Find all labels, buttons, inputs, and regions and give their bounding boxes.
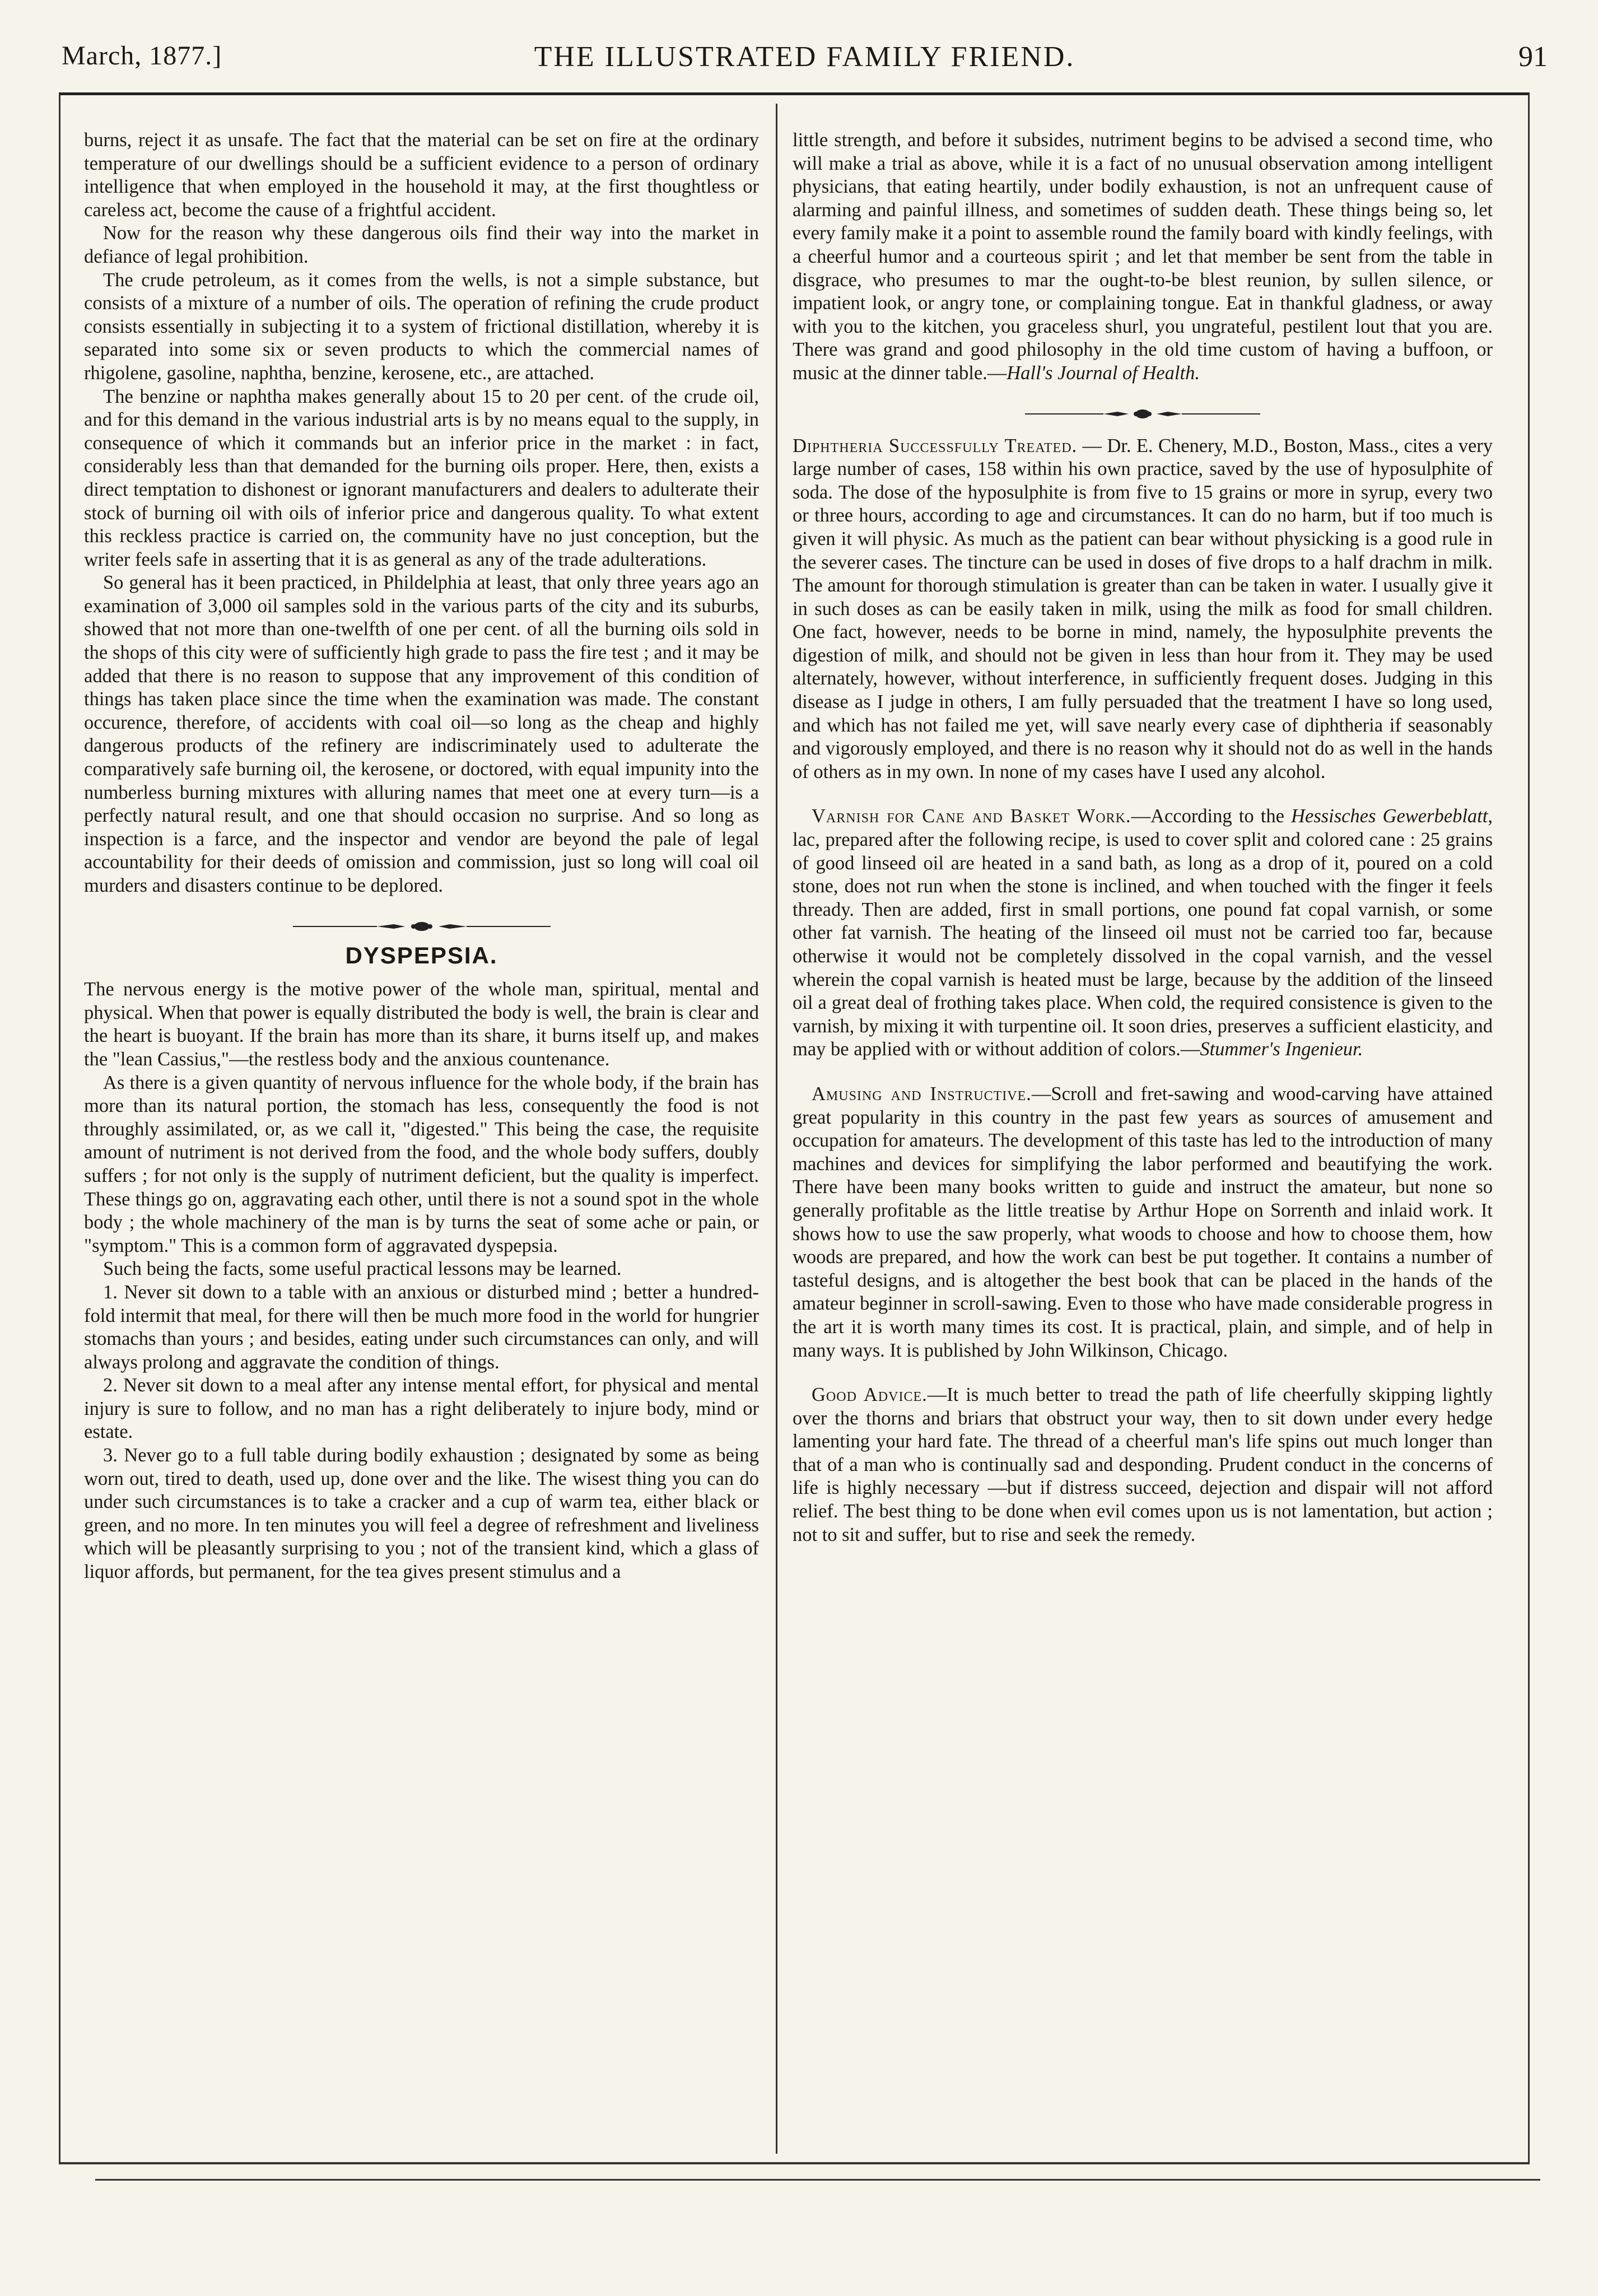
paragraph-text: , lac, prepared after the following recipe, is used to cover split and colored cane : 25 grains of good linseed oil are heated in a sand bath, as long as a drop of it, poured on a cold stone, does not run when the stone is inclined, and when touched with the finger it feels thready. Then are added, first in small portions, one pound fat copal varnish, or some other fat varnish. The heating of the linseed oil must not be carried too far, because otherwise it would not be completely dissolved in the copal varnish, and the vessel wherein the copal varnish is heated must be large, because by the addition of the linseed oil a great deal of frothing takes place. When cold, the required consistence is given to the varnish, by mixing it with turpentine oil. It soon dries, preserves a sufficient elasticity, and may be applied with or without addition of colors.— — [793, 805, 1493, 1060]
left-column — [84, 129, 759, 2157]
ornamental-divider — [84, 915, 759, 926]
runin-heading: Amusing and Instructive. — [812, 1083, 1032, 1105]
article-paragraph: Such being the facts, some useful practical lessons may be learned. — [103, 1258, 622, 1280]
issue-date: March, 1877.] — [62, 41, 222, 71]
right-column — [793, 129, 1493, 2089]
bottom-rule — [95, 2179, 1540, 2181]
article-paragraph: So general has it been practiced, in Phildelphia at least, that only three years ago an examination of 3,000 oil samples sold in the various parts of the city and its suburbs, showed that not more than one-twelfth of one per cent. of all the burning oils sold in the shops of this city were of sufficiently high grade to pass the fire test ; and it may be added that there is no reason to suppose that any improvement of this condition of things has taken place since the time when the examination was made. The constant occurence, therefore, of accidents with coal oil—so long as the cheap and highly dangerous products of the refinery are indiscriminately used to adulterate the comparatively safe burning oil, the kerosene, or doctored, with equal impunity into the numberless burning mixtures with alluring names that meet one at every turn—is a perfectly natural result, and one that should occasion no surprise. And so long as inspection is a farce, and the inspector and vendor are beyond the pale of legal accountability for their deeds of omission and commission, just so long will coal oil murders and disasters continue to be deplored. — [84, 572, 759, 896]
article-paragraph — [793, 129, 1493, 385]
source-name: Hessisches Gewerbeblatt — [1291, 805, 1488, 827]
article-paragraph: 2. Never sit down to a meal after any intense mental effort, for physical and mental injury is sure to follow, and no man has a right deliberately to injure body, mind or estate. — [84, 1375, 759, 1443]
article-paragraph: Now for the reason why these dangerous oils find their way into the market in defiance of legal prohibition. — [84, 222, 759, 267]
publication-title: THE ILLUSTRATED FAMILY FRIEND. — [534, 41, 1075, 73]
runin-heading: Good Advice. — [812, 1384, 928, 1406]
article-paragraph — [793, 805, 1493, 1061]
column-divider — [776, 104, 777, 2154]
article-paragraph: The benzine or naphtha makes generally about 15 to 20 per cent. of the crude oil, and for this demand in the various industrial arts is by no means equal to the supply, in consequence of which it commands but an inferior price in the market : in fact, considerably less than that demanded for the burning oils proper. Here, then, exists a direct temptation to dishonest or ignorant manufacturers and dealers to adulterate their stock of burning oil with oils of inferior price and dangerous quality. To what extent this reckless practice is carried on, the community have no just conception, but the writer feels safe in asserting that it is as general as any of the trade adulterations. — [84, 385, 759, 570]
paragraph-text: little strength, and before it subsides, nutriment begins to be advised a second time, who will make a trial as above, while it is a fact of no unusual observation among intelligent physicians, that eating heartily, under bodily exhaustion, is not an unfrequent cause of alarming and painful illness, and sometimes of sudden death. These things being so, let every family make it a point to assemble round the family board with kindly feelings, with a cheerful humor and a courteous spirit ; and let that member be sent from the table in disgrace, who presumes to mar the ought-to-be blest reunion, by sullen silence, or impatient look, or angry tone, or complaining tongue. Eat in thankful gladness, or away with you to the kitchen, you graceless shurl, you ungrateful, pestilent lout that you are. There was grand and good philosophy in the old time custom of having a buffoon, or music at the dinner table.— — [793, 129, 1493, 384]
runin-heading: Diphtheria Successfully Treated. — [793, 435, 1078, 457]
ornamental-divider — [793, 402, 1493, 413]
source-citation: Stummer's Ingenieur. — [1200, 1038, 1363, 1060]
paragraph-text: —Scroll and fret-sawing and wood-carving have attained great popularity in this country in the past few years as sources of amusement and occupation for amateurs. The development of this taste has led to the introduction of many machines and devices for simplifying the labor performed and beautifying the work. There have been many books written to guide and instruct the amateur, but none so generally profitable as the little treatise by Arthur Hope on Sorrenth and inlaid work. It shows how to use the saw properly, what woods to choose and how to choose them, how woods are prepared, and how the work can best be put together. It contains a number of tasteful designs, and is altogether the best book that can be placed in the hands of the amateur beginner in scroll-sawing. Even to those who have made considerable progress in the art it is worth many times its cost. It is practical, plain, and simple, and of help in many ways. It is published by John Wilkinson, Chicago. — [793, 1083, 1493, 1361]
section-heading: DYSPEPSIA. — [345, 942, 498, 968]
article-paragraph — [793, 1384, 1493, 1547]
paragraph-text: —It is much better to tread the path of life cheerfully skipping lightly over the thorns and briars that obstruct your way, then to sit down under every hedge lamenting your hard fate. The thread of a cheerful man's life spins out much longer than that of a man who is continually sad and desponding. Prudent conduct in the concerns of life is highly necessary —but if distress succeed, dejection and dispair will not afford relief. The best thing to be done when evil comes upon us is not lamentation, but action ; not to sit and suffer, but to rise and seek the remedy. — [793, 1384, 1493, 1545]
article-paragraph: 1. Never sit down to a table with an anxious or disturbed mind ; better a hundred-fold intermit that meal, for there will then be much more food in the world for hungrier stomachs than yours ; and besides, eating under such circumstances can only, and will always prolong and aggravate the condition of things. — [84, 1281, 759, 1373]
article-paragraph — [793, 435, 1493, 784]
article-paragraph — [793, 1083, 1493, 1362]
source-citation: Hall's Journal of Health. — [1007, 362, 1200, 384]
article-paragraph: 3. Never go to a full table during bodily exhaustion ; designated by some as being worn out, tired to death, used up, done over and the like. The wisest thing you can do under such circumstances is to take a cracker and a cup of warm tea, either black or green, and no more. In ten minutes you will feel a degree of refreshment and liveliness which will be pleasantly surprising to you ; not of the transient kind, which a glass of liquor affords, but permanent, for the tea gives present stimulus and a — [84, 1445, 759, 1583]
article-paragraph: The crude petroleum, as it comes from the wells, is not a simple substance, but consists of a mixture of a number of oils. The operation of refining the crude product consists essentially in subjecting it to a system of frictional distillation, whereby it is separated into some six or seven products to which the commercial names of rhigolene, gasoline, naphtha, benzine, kerosene, etc., are attached. — [84, 269, 759, 384]
article-paragraph: The nervous energy is the motive power of the whole man, spiritual, mental and physical. When that power is equally distributed the body is well, the brain is clear and the heart is buoyant. If the brain has more than its share, it burns itself up, and makes the "lean Cassius,"—the restless body and the anxious countenance. — [84, 979, 759, 1070]
page-number: 91 — [1518, 41, 1548, 73]
article-paragraph: As there is a given quantity of nervous influence for the whole body, if the brain has more than its natural portion, the stomach has less, consequently the food is not throughly assimilated, or, as we call it, "digested." This being the case, the requisite amount of nutriment is not derived from the food, and the whole body suffers, doubly suffers ; for not only is the supply of nutriment deficient, but the quality is imperfect. These things go on, aggravating each other, until there is not a sound spot in the whole body ; the whole machinery of the man is by turns the seat of some ache or pain, or "symptom." This is a common form of aggravated dyspepsia. — [84, 1072, 759, 1256]
running-header — [62, 40, 1548, 85]
paragraph-text: — Dr. E. Chenery, M.D., Boston, Mass., cites a very large number of cases, 158 within his own practice, saved by the use of hyposulphite of soda. The dose of the hyposulphite is from five to 15 grains or more in syrup, every two or three hours, according to age and circumstances. It can do no harm, but if too much is given it will physic. As much as the patient can bear without physicking is a good rule in the severer cases. The tincture can be used in doses of five drops to a half drachm in milk. The amount for thorough stimulation is greater than can be taken in water. I usually give it in such doses as can be easily taken in milk, using the milk as food for small children. One fact, however, needs to be borne in mind, namely, the hyposulphite prevents the digestion of milk, and should not be given in less than hour from it. They may be used alternately, however, without interference, in sufficiently frequent doses. Judging in this disease as I judge in others, I am fully persuaded that the treatment I have so long used, and which has not failed me yet, will save nearly every case of diphtheria if seasonably and vigorously employed, and there is no reason why it should not do as well in the hands of others as in my own. In none of my cases have I used any alcohol. — [793, 435, 1493, 783]
runin-heading: Varnish for Cane and Basket Work. — [812, 805, 1131, 827]
paragraph-text: —According to the — [1131, 805, 1292, 827]
article-paragraph: burns, reject it as unsafe. The fact that the material can be set on fire at the ordinary temperature of our dwellings should be a sufficient evidence to a person of ordinary intelligence that when employed in the household it may, at the first thoughtless or careless act, become the cause of a frightful accident. — [84, 129, 759, 221]
